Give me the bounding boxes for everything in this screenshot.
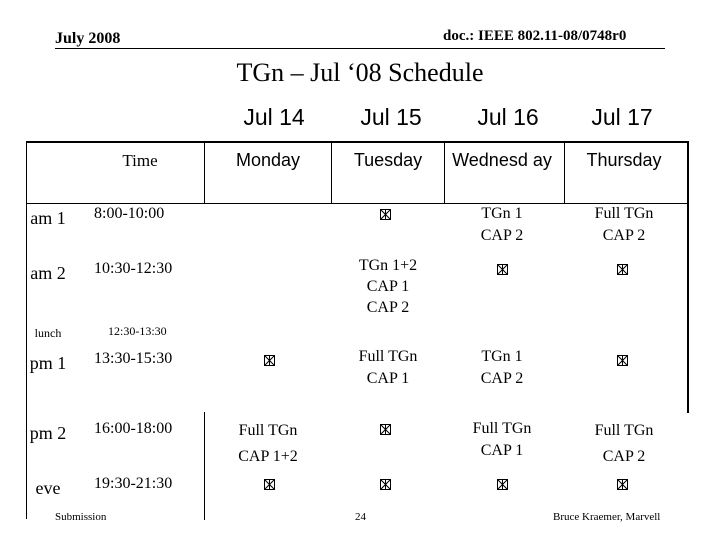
date-jul-17: Jul 17 <box>591 104 653 130</box>
col-divider-4 <box>564 141 565 204</box>
slot-label-am2: am 2 <box>30 263 66 283</box>
cell-line: Full TGn <box>594 205 654 222</box>
bottom-col-line <box>204 412 205 520</box>
slot-time-eve: 19:30-21:30 <box>94 475 173 492</box>
cell-am1-thu <box>566 203 682 247</box>
slot-time-lunch: 12:30-13:30 <box>108 324 167 338</box>
table-border-top <box>26 141 688 143</box>
day-thursday: Thursday <box>586 150 662 170</box>
boxed-x-icon <box>380 209 391 220</box>
cell-line: CAP 1+2 <box>238 448 298 465</box>
cell-pm1-tue <box>332 346 444 390</box>
time-column-header: Time <box>122 151 158 170</box>
boxed-x-icon <box>264 479 275 490</box>
boxed-x-icon <box>380 424 391 435</box>
cell-line: Full TGn <box>594 422 654 439</box>
cell-pm2-mon <box>208 418 328 470</box>
boxed-x-icon <box>264 355 275 366</box>
footer-submission: Submission <box>55 511 107 523</box>
cell-line: CAP 2 <box>480 227 524 244</box>
boxed-x-icon <box>380 479 391 490</box>
cell-am1-wed <box>450 203 554 247</box>
boxed-x-icon <box>617 479 628 490</box>
slot-label-lunch: lunch <box>34 326 62 340</box>
header-doc-id: doc.: IEEE 802.11-08/0748r0 <box>443 28 627 44</box>
cell-pm2-wed <box>450 418 554 462</box>
cell-line: CAP 1 <box>366 278 410 295</box>
cell-line: Full TGn <box>238 422 298 439</box>
cell-line: TGn 1 <box>481 205 523 222</box>
cell-line: CAP 2 <box>366 299 410 316</box>
cell-line: CAP 1 <box>480 442 524 459</box>
slot-label-pm1: pm 1 <box>29 353 67 373</box>
day-monday: Monday <box>235 150 301 170</box>
cell-line: TGn 1+2 <box>358 257 418 274</box>
page-title: TGn – Jul ‘08 Schedule <box>236 58 484 87</box>
col-divider-3 <box>444 141 445 204</box>
footer-author: Bruce Kraemer, Marvell <box>553 511 661 523</box>
slot-label-am1: am 1 <box>30 208 66 228</box>
slot-label-pm2: pm 2 <box>29 423 67 443</box>
cell-line: Full TGn <box>472 420 532 437</box>
day-tuesday: Tuesday <box>353 150 423 170</box>
cell-line: CAP 1 <box>366 370 410 387</box>
slot-time-pm2: 16:00-18:00 <box>94 420 173 437</box>
header-divider <box>55 48 665 49</box>
cell-line: CAP 2 <box>602 448 646 465</box>
cell-line: CAP 2 <box>480 370 524 387</box>
cell-line: TGn 1 <box>481 348 523 365</box>
date-jul-16: Jul 16 <box>477 104 539 130</box>
header-date: July 2008 <box>55 30 121 47</box>
cell-line: Full TGn <box>358 348 418 365</box>
date-jul-14: Jul 14 <box>243 104 305 130</box>
footer-page-number: 24 <box>355 511 366 523</box>
cell-line: CAP 2 <box>602 227 646 244</box>
boxed-x-icon <box>617 355 628 366</box>
boxed-x-icon <box>617 264 628 275</box>
table-border-right <box>687 141 689 413</box>
day-wednesday: Wednesd ay <box>452 150 552 170</box>
slot-time-am1: 8:00-10:00 <box>94 205 165 222</box>
boxed-x-icon <box>497 264 508 275</box>
slot-label-eve: eve <box>35 478 61 498</box>
slot-time-am2: 10:30-12:30 <box>94 260 173 277</box>
cell-pm2-thu <box>566 418 682 470</box>
boxed-x-icon <box>497 479 508 490</box>
slot-time-pm1: 13:30-15:30 <box>94 350 173 367</box>
date-row <box>0 104 720 138</box>
date-jul-15: Jul 15 <box>360 104 422 130</box>
cell-pm1-wed <box>450 346 554 390</box>
col-divider-1 <box>204 141 205 204</box>
cell-am2-tue <box>332 255 444 318</box>
